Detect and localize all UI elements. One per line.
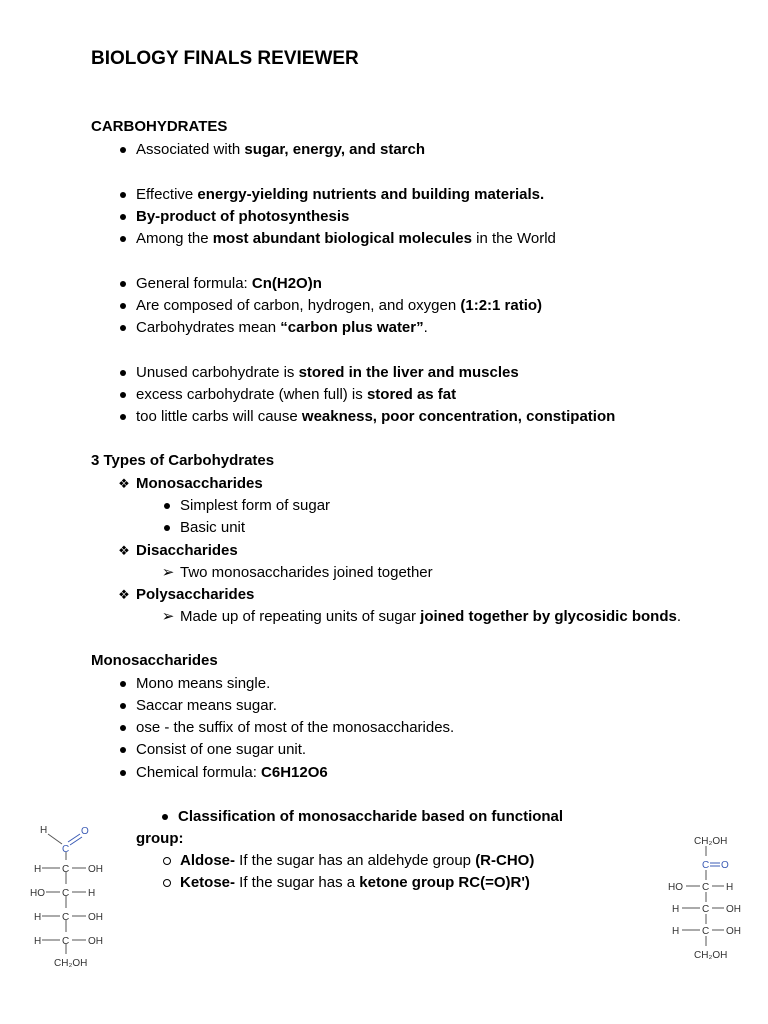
list-item: Consist of one sugar unit. [136,741,307,758]
atom-label: C [62,844,70,855]
atom-label: H [726,882,734,893]
atom-label: HO [30,888,45,899]
bullet-text: Effective energy-yielding nutrients and building materials. [136,186,545,203]
carbohydrates-heading: CARBOHYDRATES [91,118,228,135]
atom-label: OH [726,926,741,937]
list-item: Ketose- If the sugar has a ketone group RC(=O)R') [180,874,530,891]
document-title: BIOLOGY FINALS REVIEWER [91,48,359,69]
atom-label: C [702,926,710,937]
list-item [114,407,615,427]
list-item [114,363,519,383]
list-item [114,318,428,338]
atom-label: C [62,936,70,947]
list-item: ❖ Monosaccharides [114,474,263,494]
atom-label: HO [668,882,683,893]
atom-label: H [40,825,48,836]
bullet-text: Among the most abundant biological molecules in the World [136,230,556,247]
list-item [114,229,556,249]
list-item: ➢ Two monosaccharides joined together [158,563,433,583]
atom-label: CH₂OH [694,836,728,847]
bullet-text: Are composed of carbon, hydrogen, and oxygen (1:2:1 ratio) [136,297,543,314]
atom-label: C [62,888,70,899]
list-item: Chemical formula: C6H12O6 [136,764,328,781]
list-item-continuation: group: [136,830,184,847]
diamond-bullet-icon: ❖ [118,543,130,558]
list-item: Mono means single. [136,675,271,692]
atom-label: CH₂OH [694,950,728,961]
types-heading: 3 Types of Carbohydrates [91,452,275,469]
atom-label: OH [88,936,103,947]
list-item: Classification of monosaccharide based on functional [178,808,564,825]
bullet-text: Unused carbohydrate is stored in the liver and muscles [136,364,519,381]
atom-label: H [34,936,42,947]
list-item: ose - the suffix of most of the monosaccharides. [136,719,455,736]
list-item [114,140,425,160]
list-item [114,185,544,205]
list-item: Saccar means sugar. [136,697,277,714]
atom-label: C [62,864,70,875]
atom-label: O [81,826,89,837]
atom-label: OH [88,864,103,875]
diamond-bullet-icon: ❖ [118,587,130,602]
atom-label: C [702,904,710,915]
arrow-bullet-icon: ➢ [161,564,175,581]
bullet-text: Associated with sugar, energy, and starch [136,141,426,158]
diamond-bullet-icon: ❖ [118,476,130,491]
atom-label: C [702,860,710,871]
atom-label: CH₂OH [54,958,88,969]
atom-label: C [702,882,710,893]
aldose-structure-diagram [24,820,114,980]
list-item [114,296,542,316]
atom-label: H [34,864,42,875]
atom-label: H [672,904,680,915]
list-item: ❖ Disaccharides [114,541,238,561]
atom-label: H [88,888,96,899]
atom-label: H [34,912,42,923]
list-item [114,207,349,227]
atom-label: H [672,926,680,937]
arrow-bullet-icon: ➢ [161,608,175,625]
bullet-text: excess carbohydrate (when full) is stored as fat [136,386,457,403]
list-item: Basic unit [180,519,246,536]
ketose-structure-diagram [660,830,750,970]
atom-label: OH [88,912,103,923]
atom-label: O [721,860,729,871]
bullet-text: too little carbs will cause weakness, poor concentration, constipation [136,408,616,425]
atom-label: C [62,912,70,923]
list-item [114,385,456,405]
list-item: Simplest form of sugar [180,497,331,514]
bullet-text: General formula: Cn(H2O)n [136,275,322,292]
monosaccharides-heading: Monosaccharides [91,652,218,669]
bullet-text: By-product of photosynthesis [136,208,350,225]
list-item: ❖ Polysaccharides [114,585,254,605]
list-item: ➢ Made up of repeating units of sugar joined together by glycosidic bonds. [158,607,681,627]
list-item [114,274,322,294]
list-item: Aldose- If the sugar has an aldehyde group (R-CHO) [180,852,535,869]
atom-label: OH [726,904,741,915]
bullet-text: Carbohydrates mean “carbon plus water”. [136,319,428,336]
